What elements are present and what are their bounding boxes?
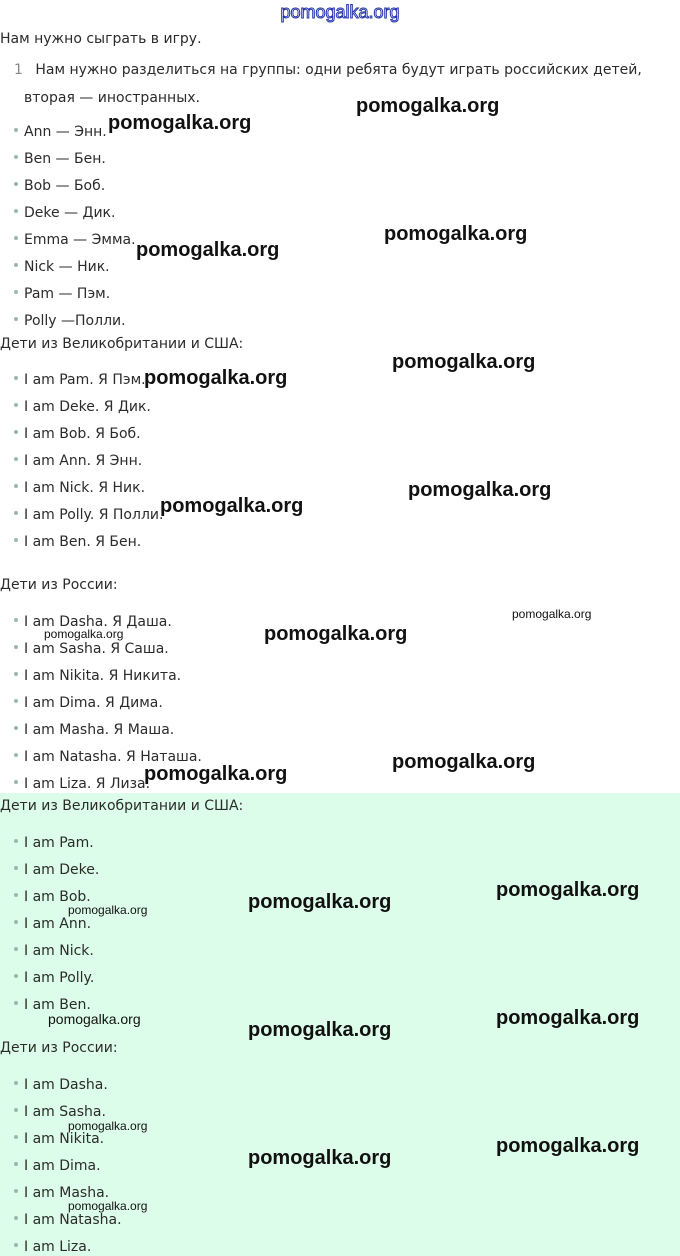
list-item xyxy=(14,426,141,442)
bullet-icon xyxy=(14,1081,18,1085)
watermark: pomogalka.org xyxy=(392,751,536,773)
list-item xyxy=(14,151,106,167)
watermark: pomogalka.org xyxy=(160,495,304,517)
list-item-text: I am Natasha. xyxy=(24,1212,122,1228)
list-item-text: I am Nikita. xyxy=(24,1131,105,1147)
bullet-icon xyxy=(14,317,18,321)
section3-title: Дети из Великобритании и США: xyxy=(0,798,244,814)
list-item xyxy=(14,372,146,388)
watermark: pomogalka.org xyxy=(248,1147,392,1169)
list-item-text: Ben — Бен. xyxy=(24,151,106,167)
bullet-icon xyxy=(14,920,18,924)
watermark: pomogalka.org xyxy=(496,1135,640,1157)
bullet-icon xyxy=(14,893,18,897)
list-item-text: I am Ben. Я Бен. xyxy=(24,534,142,550)
list-item xyxy=(14,453,142,469)
watermark: pomogalka.org xyxy=(136,239,280,261)
bullet-icon xyxy=(14,866,18,870)
watermark: pomogalka.org xyxy=(248,891,392,913)
watermark: pomogalka.org xyxy=(68,1199,148,1213)
bullet-icon xyxy=(14,839,18,843)
step-text-line2: вторая — иностранных. xyxy=(24,90,200,106)
watermark: pomogalka.org xyxy=(48,1011,141,1027)
list-item-text: Ann — Энн. xyxy=(24,124,107,140)
bullet-icon xyxy=(14,753,18,757)
bullet-icon xyxy=(14,182,18,186)
watermark: pomogalka.org xyxy=(496,1007,640,1029)
watermark: pomogalka.org xyxy=(496,879,640,901)
watermark: pomogalka.org xyxy=(264,623,408,645)
bullet-icon xyxy=(14,209,18,213)
bullet-icon xyxy=(14,780,18,784)
list-item xyxy=(14,695,163,711)
list-item xyxy=(14,862,99,878)
watermark: pomogalka.org xyxy=(144,763,288,785)
bullet-icon xyxy=(14,1243,18,1247)
bullet-icon xyxy=(14,1135,18,1139)
list-item-text: I am Nick. Я Ник. xyxy=(24,480,146,496)
bullet-icon xyxy=(14,403,18,407)
bullet-icon xyxy=(14,947,18,951)
list-item-text: I am Ann. Я Энн. xyxy=(24,453,143,469)
bullet-icon xyxy=(14,672,18,676)
step-1 xyxy=(14,62,642,78)
list-item xyxy=(14,286,110,302)
list-item xyxy=(14,722,174,738)
list-item-text: I am Dima. Я Дима. xyxy=(24,695,163,711)
bullet-icon xyxy=(14,263,18,267)
list-item xyxy=(14,835,94,851)
bullet-icon xyxy=(14,726,18,730)
list-item xyxy=(14,668,181,684)
list-item xyxy=(14,1158,101,1174)
list-item-text: I am Nikita. Я Никита. xyxy=(24,668,182,684)
watermark: pomogalka.org xyxy=(408,479,552,501)
watermark: pomogalka.org xyxy=(356,95,500,117)
list-item-text: I am Pam. xyxy=(24,835,94,851)
watermark: pomogalka.org xyxy=(108,112,252,134)
watermark: pomogalka.org xyxy=(44,627,124,641)
bullet-icon xyxy=(14,511,18,515)
watermark: pomogalka.org xyxy=(248,1019,392,1041)
list-item xyxy=(14,916,91,932)
bullet-icon xyxy=(14,538,18,542)
list-item-text: I am Pam. Я Пэм. xyxy=(24,372,146,388)
list-item-text: Bob — Боб. xyxy=(24,178,106,194)
list-item-text: I am Nick. xyxy=(24,943,94,959)
intro-text: Нам нужно сыграть в игру. xyxy=(0,31,202,47)
list-item-text: I am Deke. xyxy=(24,862,100,878)
list-item xyxy=(14,480,145,496)
bullet-icon xyxy=(14,645,18,649)
list-item-text: I am Dasha. Я Даша. xyxy=(24,614,172,630)
bullet-icon xyxy=(14,618,18,622)
list-item-text: I am Bob. xyxy=(24,889,91,905)
bullet-icon xyxy=(14,1162,18,1166)
list-item-text: I am Masha. Я Маша. xyxy=(24,722,175,738)
list-item xyxy=(14,232,136,248)
list-item xyxy=(14,1077,108,1093)
list-item-text: I am Polly. xyxy=(24,970,95,986)
bullet-icon xyxy=(14,1108,18,1112)
section2-title: Дети из России: xyxy=(0,577,118,593)
list-item xyxy=(14,1239,91,1255)
watermark: pomogalka.org xyxy=(512,607,592,621)
watermark: pomogalka.org xyxy=(384,223,528,245)
list-item xyxy=(14,534,141,550)
watermark: pomogalka.org xyxy=(68,1119,148,1133)
list-item-text: I am Deke. Я Дик. xyxy=(24,399,151,415)
list-item xyxy=(14,399,151,415)
list-item xyxy=(14,507,163,523)
list-item-text: I am Dasha. xyxy=(24,1077,108,1093)
step-text-line1: Нам нужно разделиться на группы: одни ребята будут играть российских детей, xyxy=(35,62,642,78)
list-item-text: I am Natasha. Я Наташа. xyxy=(24,749,202,765)
watermark: pomogalka.org xyxy=(68,903,148,917)
list-item-text: I am Liza. xyxy=(24,1239,92,1255)
bullet-icon xyxy=(14,128,18,132)
list-item-text: I am Liza. Я Лиза. xyxy=(24,776,151,792)
list-item xyxy=(14,943,94,959)
bullet-icon xyxy=(14,1189,18,1193)
list-item-text: I am Dima. xyxy=(24,1158,101,1174)
list-item xyxy=(14,205,115,221)
watermark: pomogalka.org xyxy=(392,351,536,373)
list-item xyxy=(14,641,169,657)
list-item xyxy=(14,259,110,275)
bullet-icon xyxy=(14,430,18,434)
section1-title: Дети из Великобритании и США: xyxy=(0,336,244,352)
list-item xyxy=(14,313,126,329)
list-item xyxy=(14,776,150,792)
list-item-text: Deke — Дик. xyxy=(24,205,116,221)
list-item xyxy=(14,1212,122,1228)
top-watermark: pomogalka.org xyxy=(280,2,400,22)
list-item-text: Nick — Ник. xyxy=(24,259,110,275)
list-item-text: I am Sasha. Я Саша. xyxy=(24,641,169,657)
list-item-text: Emma — Эмма. xyxy=(24,232,136,248)
bullet-icon xyxy=(14,1001,18,1005)
list-item xyxy=(14,970,94,986)
bullet-icon xyxy=(14,290,18,294)
list-item xyxy=(14,1131,104,1147)
list-item xyxy=(14,178,105,194)
list-item-text: I am Sasha. xyxy=(24,1104,106,1120)
step-number: 1 xyxy=(14,62,23,78)
bullet-icon xyxy=(14,236,18,240)
bullet-icon xyxy=(14,974,18,978)
bullet-icon xyxy=(14,484,18,488)
section4-title: Дети из России: xyxy=(0,1040,118,1056)
watermark: pomogalka.org xyxy=(144,367,288,389)
bullet-icon xyxy=(14,155,18,159)
list-item-text: I am Polly. Я Полли. xyxy=(24,507,164,523)
bullet-icon xyxy=(14,457,18,461)
bullet-icon xyxy=(14,1216,18,1220)
bullet-icon xyxy=(14,699,18,703)
list-item-text: I am Ann. xyxy=(24,916,92,932)
list-item xyxy=(14,1104,106,1120)
bullet-icon xyxy=(14,376,18,380)
list-item-text: I am Bob. Я Боб. xyxy=(24,426,141,442)
list-item-text: I am Masha. xyxy=(24,1185,110,1201)
list-item-text: I am Ben. xyxy=(24,997,91,1013)
list-item-text: Polly —Полли. xyxy=(24,313,126,329)
list-item-text: Pam — Пэм. xyxy=(24,286,111,302)
list-item xyxy=(14,124,107,140)
